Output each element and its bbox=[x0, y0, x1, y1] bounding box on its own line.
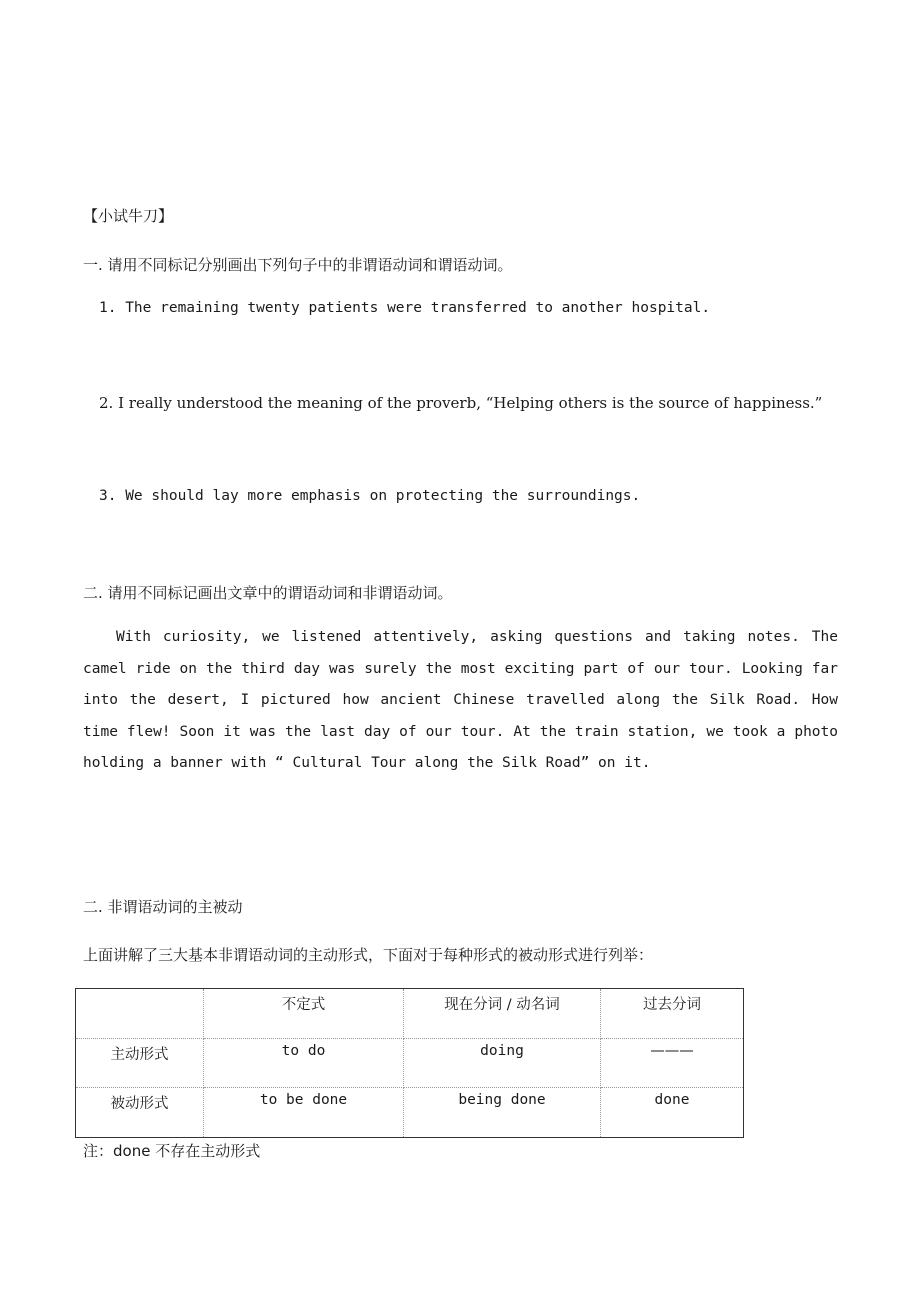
task2-heading: 二. 请用不同标记画出文章中的谓语动词和非谓语动词。 bbox=[83, 584, 453, 602]
table-cell: doing bbox=[404, 1038, 601, 1088]
reading-paragraph bbox=[83, 622, 838, 780]
table-note: 注：done 不存在主动形式 bbox=[83, 1142, 261, 1160]
table-header-cell: 现在分词 / 动名词 bbox=[404, 989, 601, 1039]
task1-heading: 一. 请用不同标记分别画出下列句子中的非谓语动词和谓语动词。 bbox=[83, 256, 513, 274]
voice-intro: 上面讲解了三大基本非谓语动词的主动形式，下面对于每种形式的被动形式进行列举： bbox=[83, 946, 654, 964]
table-row bbox=[76, 1038, 744, 1088]
table-header-cell bbox=[76, 989, 204, 1039]
sentence-2: 2. I really understood the meaning of the proverb, “Helping others is the source of happiness.” bbox=[99, 394, 823, 412]
table-cell: being done bbox=[404, 1088, 601, 1138]
sentence-3: 3. We should lay more emphasis on protecting the surroundings. bbox=[99, 488, 641, 504]
reading-paragraph-text: With curiosity, we listened attentively, asking questions and taking notes. The camel ride on the third day was surely the most exciting part of our tour. Looking far into the desert, I pictured how ancient Chinese travelled along the Silk Road. How time flew! Soon it was the last day of our tour. At the train station, we took a photo holding a banner with “ Cultural Tour along the Silk Road” on it. bbox=[83, 629, 838, 772]
voice-forms-table bbox=[75, 988, 744, 1138]
table-cell: 主动形式 bbox=[76, 1038, 204, 1088]
table-cell: 被动形式 bbox=[76, 1088, 204, 1138]
table-header-cell: 不定式 bbox=[204, 989, 404, 1039]
sentence-1: 1. The remaining twenty patients were transferred to another hospital. bbox=[99, 300, 711, 316]
table-cell: ——— bbox=[601, 1038, 744, 1088]
table-cell: done bbox=[601, 1088, 744, 1138]
table-header-cell: 过去分词 bbox=[601, 989, 744, 1039]
section-title: 【小试牛刀】 bbox=[83, 207, 174, 225]
voice-heading: 二. 非谓语动词的主被动 bbox=[83, 898, 243, 916]
table-row bbox=[76, 1088, 744, 1138]
table-header-row bbox=[76, 989, 744, 1039]
table-cell: to do bbox=[204, 1038, 404, 1088]
table-cell: to be done bbox=[204, 1088, 404, 1138]
